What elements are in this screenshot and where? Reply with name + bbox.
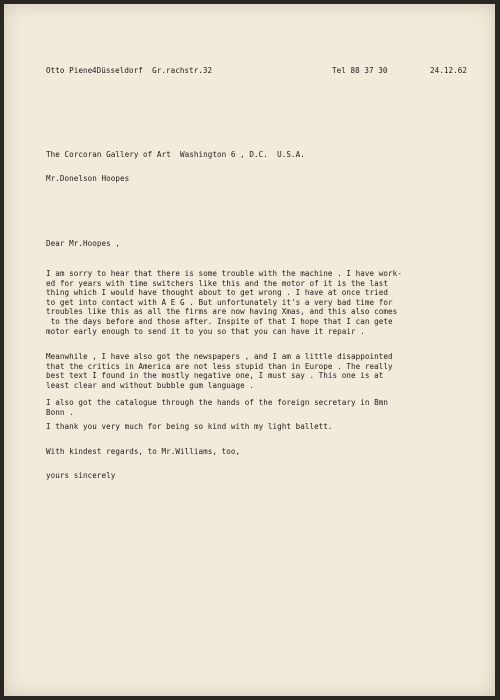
sender-address: 4Düsseldorf Gr.rachstr.32 (92, 66, 213, 75)
salutation: Dear Mr.Hoopes , (46, 239, 120, 248)
body-paragraph-5: With kindest regards, to Mr.Williams, too, (46, 447, 241, 456)
addressee-line: The Corcoran Gallery of Art Washington 6 , D.C. U.S.A. (46, 150, 305, 159)
body-paragraph-1: I am sorry to hear that there is some trouble with the machine . I have work- ed for years with time switchers like this and the motor of it is the last thing which I would have thought about to get wrong . I have at once tried to get into contact with A E G . But unfortunately it's a very bad time for troubles like this as all the firms are now having Xmas, and this also comes to the days before and those after. Inspite of that I hope that I can gete motor early enough to send it to you so that you can have it repair . (46, 269, 402, 336)
body-paragraph-4: I thank you very much for being so kind with my light ballett. (46, 422, 333, 431)
sender-name: Otto Piene (46, 66, 93, 75)
recipient-name: Mr.Donelson Hoopes (46, 174, 130, 183)
body-paragraph-3: I also got the catalogue through the hands of the foreign secretary in Bmn Bonn . (46, 398, 389, 417)
body-paragraph-2: Meanwhile , I have also got the newspapers , and I am a little disappointed that the critics in America are not less stupid than in Europe . The really best text I found in the mostly negative one, I must say . This one is at least clear and without bubble gum language . (46, 352, 393, 390)
letter-date: 24.12.62 (430, 66, 467, 75)
letter-sheet (4, 4, 495, 696)
sender-phone: Tel 88 37 30 (332, 66, 388, 75)
closing-line: yours sincerely (46, 471, 116, 480)
letterhead-line (46, 66, 482, 124)
